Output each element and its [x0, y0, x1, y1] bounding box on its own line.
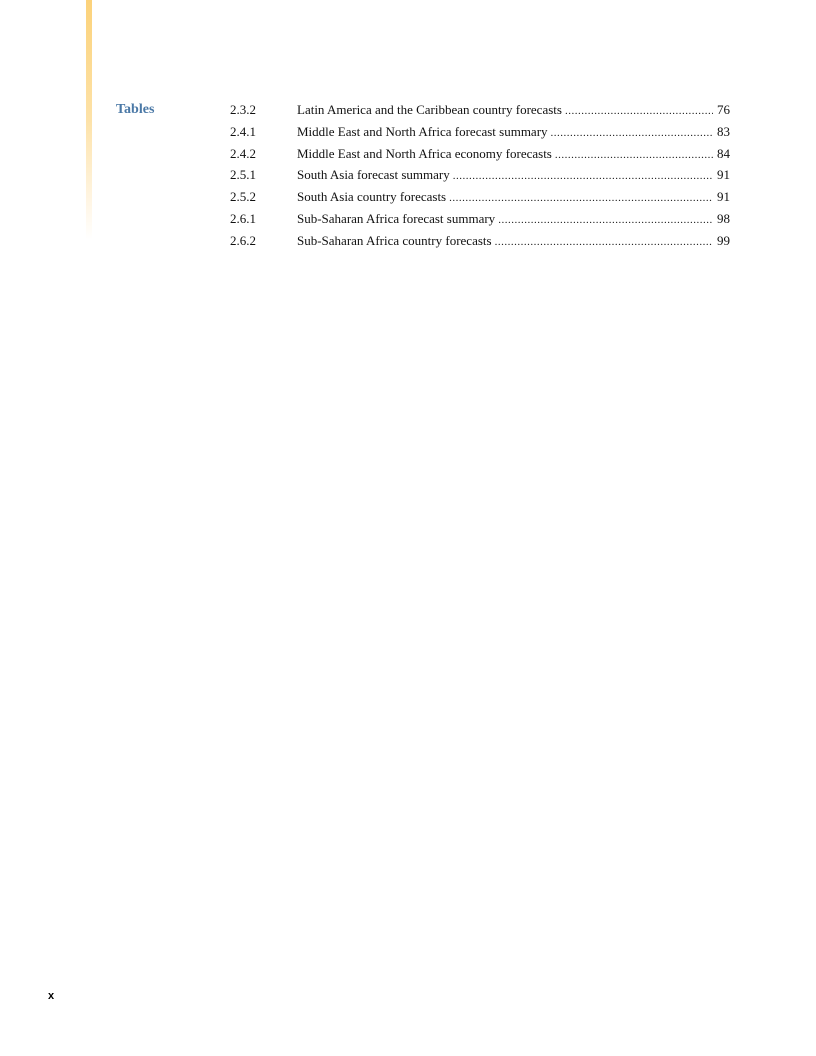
toc-entry-number: 2.5.2 — [230, 189, 256, 205]
toc-entry-page: 99 — [717, 232, 730, 248]
table-of-contents-list — [230, 101, 730, 254]
toc-entry[interactable] — [230, 166, 730, 188]
dot-leader — [449, 189, 713, 207]
toc-entry-title: Sub-Saharan Africa country forecasts — [297, 232, 492, 248]
toc-entry-number: 2.4.2 — [230, 145, 256, 161]
toc-entry-page: 91 — [717, 189, 730, 205]
toc-entry-title: South Asia forecast summary — [297, 167, 450, 183]
section-heading: Tables — [116, 102, 155, 117]
toc-entry-number: 2.5.1 — [230, 167, 256, 183]
dot-leader — [453, 167, 713, 185]
dot-leader — [498, 211, 713, 229]
toc-entry-page: 83 — [717, 123, 730, 139]
toc-entry[interactable] — [230, 188, 730, 210]
toc-entry-title: South Asia country forecasts — [297, 189, 447, 205]
toc-entry-title: Sub-Saharan Africa forecast summary — [297, 210, 496, 226]
toc-entry-title: Latin America and the Caribbean country forecasts — [297, 102, 562, 117]
toc-entry-number: 2.3.2 — [230, 102, 256, 117]
toc-entry[interactable] — [230, 145, 730, 167]
toc-entry-page: 98 — [717, 210, 730, 226]
toc-entry-page: 76 — [717, 102, 730, 117]
toc-entry-title: Middle East and North Africa forecast summary — [297, 123, 548, 139]
toc-entry[interactable] — [230, 232, 730, 254]
toc-entry-title: Middle East and North Africa economy forecasts — [297, 145, 552, 161]
page-number: x — [48, 990, 55, 1002]
toc-entry-page: 91 — [717, 167, 730, 183]
toc-entry-number: 2.6.1 — [230, 210, 256, 226]
toc-entry-number: 2.6.2 — [230, 232, 256, 248]
dot-leader — [551, 124, 713, 142]
dot-leader — [495, 233, 713, 251]
toc-entry-number: 2.4.1 — [230, 123, 256, 139]
toc-entry-page: 84 — [717, 145, 730, 161]
toc-entry[interactable] — [230, 101, 730, 123]
toc-entry[interactable] — [230, 123, 730, 145]
dot-leader — [555, 146, 713, 164]
dot-leader — [565, 102, 713, 120]
toc-entry[interactable] — [230, 210, 730, 232]
accent-bar — [86, 0, 92, 240]
